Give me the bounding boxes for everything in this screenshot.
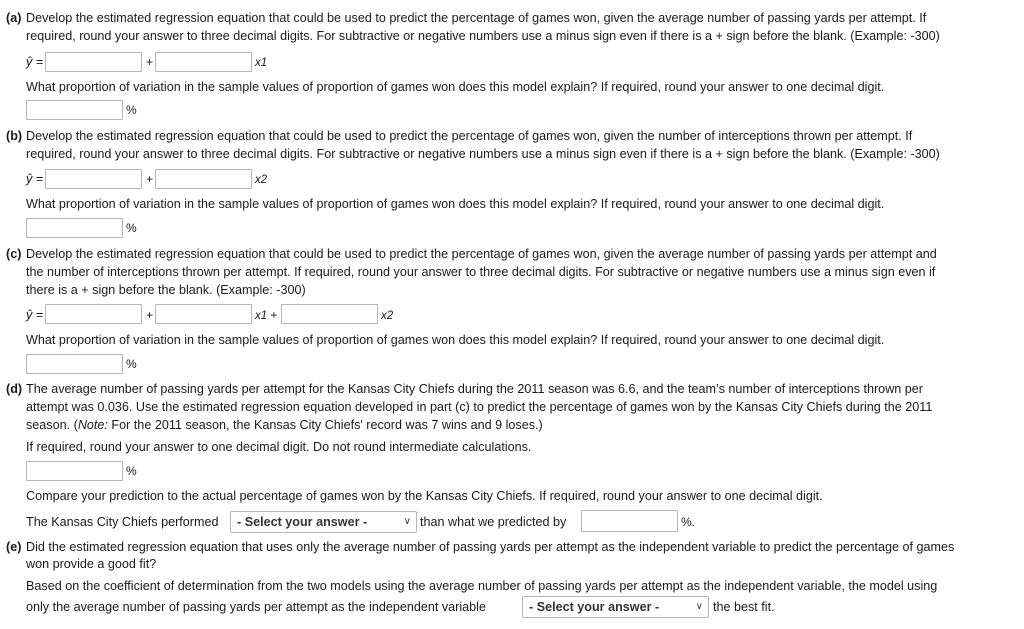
x2-label: x2 <box>255 174 268 186</box>
percent-label: % <box>126 103 137 117</box>
part-d-label: (d) <box>6 382 23 396</box>
part-e-label: (e) <box>6 540 22 554</box>
part-b-label: (b) <box>6 129 23 143</box>
x1-plus-label: x1 + <box>255 310 278 322</box>
d-prediction-input[interactable] <box>26 461 123 481</box>
yhat-label: ŷ = <box>26 172 44 186</box>
x2-label: x2 <box>381 310 394 322</box>
part-d-prompt-line1: The average number of passing yards per attempt for the Kansas City Chiefs during the 2011 season was 6.6, and the team’s number of interceptions thrown per <box>26 382 923 396</box>
percent-label: % <box>126 464 137 478</box>
part-b-r2-question: What proportion of variation in the sample values of proportion of games won does this model explain? If required, round your answer to one decimal digit. <box>26 197 885 211</box>
a-intercept-input[interactable] <box>45 52 142 72</box>
than-predicted-label: than what we predicted by <box>420 515 567 529</box>
part-c-r2-question: What proportion of variation in the sample values of proportion of games won does this model explain? If required, round your answer to one decimal digit. <box>26 333 885 347</box>
part-c-prompt-line1: Develop the estimated regression equation that could be used to predict the percentage of games won, given the average number of passing yards per attempt and <box>26 247 937 261</box>
percent-label: % <box>126 357 137 371</box>
best-fit-label: the best fit. <box>713 600 775 614</box>
b-r2-input[interactable] <box>26 218 123 238</box>
part-b-prompt-line1: Develop the estimated regression equation that could be used to predict the percentage of games won, given the number of interceptions thrown per attempt. If <box>26 129 913 143</box>
c-intercept-input[interactable] <box>45 304 142 324</box>
e-fit-select[interactable]: - Select your answer - ∨ <box>522 596 709 618</box>
chevron-down-icon: ∨ <box>403 516 411 527</box>
plus-sign: + <box>146 308 154 322</box>
plus-sign: + <box>146 172 154 186</box>
c-x1-coefficient-input[interactable] <box>155 304 252 324</box>
part-c-prompt-line2: the number of interceptions thrown per attempt. If required, round your answer to three decimal digits. For subtractive or negative numbers use a minus sign even if <box>26 265 936 279</box>
c-r2-input[interactable] <box>26 354 123 374</box>
part-b-prompt-line2: required, round your answer to three decimal digits. For subtractive or negative numbers use a minus sign even if there is a + sign before the blank. (Example: -300) <box>26 147 940 161</box>
part-d-rounding-note: If required, round your answer to one decimal digit. Do not round intermediate calculations. <box>26 440 532 454</box>
d-performance-select[interactable]: - Select your answer - ∨ <box>230 511 417 533</box>
part-a-prompt-line2: required, round your answer to three decimal digits. For subtractive or negative numbers use a minus sign even if there is a + sign before the blank. (Example: -300) <box>26 29 940 43</box>
part-e-prompt-line1: Did the estimated regression equation that uses only the average number of passing yards per attempt as the independent variable to predict the percentage of games <box>26 540 955 554</box>
part-a-prompt-line1: Develop the estimated regression equation that could be used to predict the percentage of games won, given the average number of passing yards per attempt. If <box>26 11 927 25</box>
percent-label: % <box>126 221 137 235</box>
performed-label: The Kansas City Chiefs performed <box>26 515 219 529</box>
part-c-label: (c) <box>6 247 22 261</box>
a-x1-coefficient-input[interactable] <box>155 52 252 72</box>
yhat-label: ŷ = <box>26 55 44 69</box>
part-d-prompt-line2: attempt was 0.036. Use the estimated regression equation developed in part (c) to predict the percentage of games won by the Kansas City Chiefs during the 2011 <box>26 400 933 414</box>
chevron-down-icon: ∨ <box>695 601 703 612</box>
part-a-label: (a) <box>6 11 22 25</box>
a-r2-input[interactable] <box>26 100 123 120</box>
part-e-prompt-line2: won provide a good fit? <box>26 557 157 571</box>
yhat-label: ŷ = <box>26 308 44 322</box>
part-e-explanation-line2: only the average number of passing yards per attempt as the independent variable <box>26 600 486 614</box>
part-c-prompt-line3: there is a + sign before the blank. (Example: -300) <box>26 283 306 297</box>
c-x2-coefficient-input[interactable] <box>281 304 378 324</box>
b-intercept-input[interactable] <box>45 169 142 189</box>
d-difference-input[interactable] <box>581 510 678 532</box>
plus-sign: + <box>146 55 154 69</box>
b-x2-coefficient-input[interactable] <box>155 169 252 189</box>
part-d-compare-text: Compare your prediction to the actual percentage of games won by the Kansas City Chiefs. If required, round your answer to one decimal digit. <box>26 489 823 503</box>
part-e-explanation-line1: Based on the coefficient of determination from the two models using the average number of passing yards per attempt as the independent variable, the model using <box>26 579 938 593</box>
part-a-r2-question: What proportion of variation in the sample values of proportion of games won does this model explain? If required, round your answer to one decimal digit. <box>26 80 885 94</box>
note-emphasis: Note: <box>77 418 108 432</box>
percent-period-label: %. <box>681 515 696 529</box>
x1-label: x1 <box>255 57 268 69</box>
part-d-prompt-line3: season. (Note: For the 2011 season, the Kansas City Chiefs' record was 7 wins and 9 loses.) <box>26 418 543 432</box>
